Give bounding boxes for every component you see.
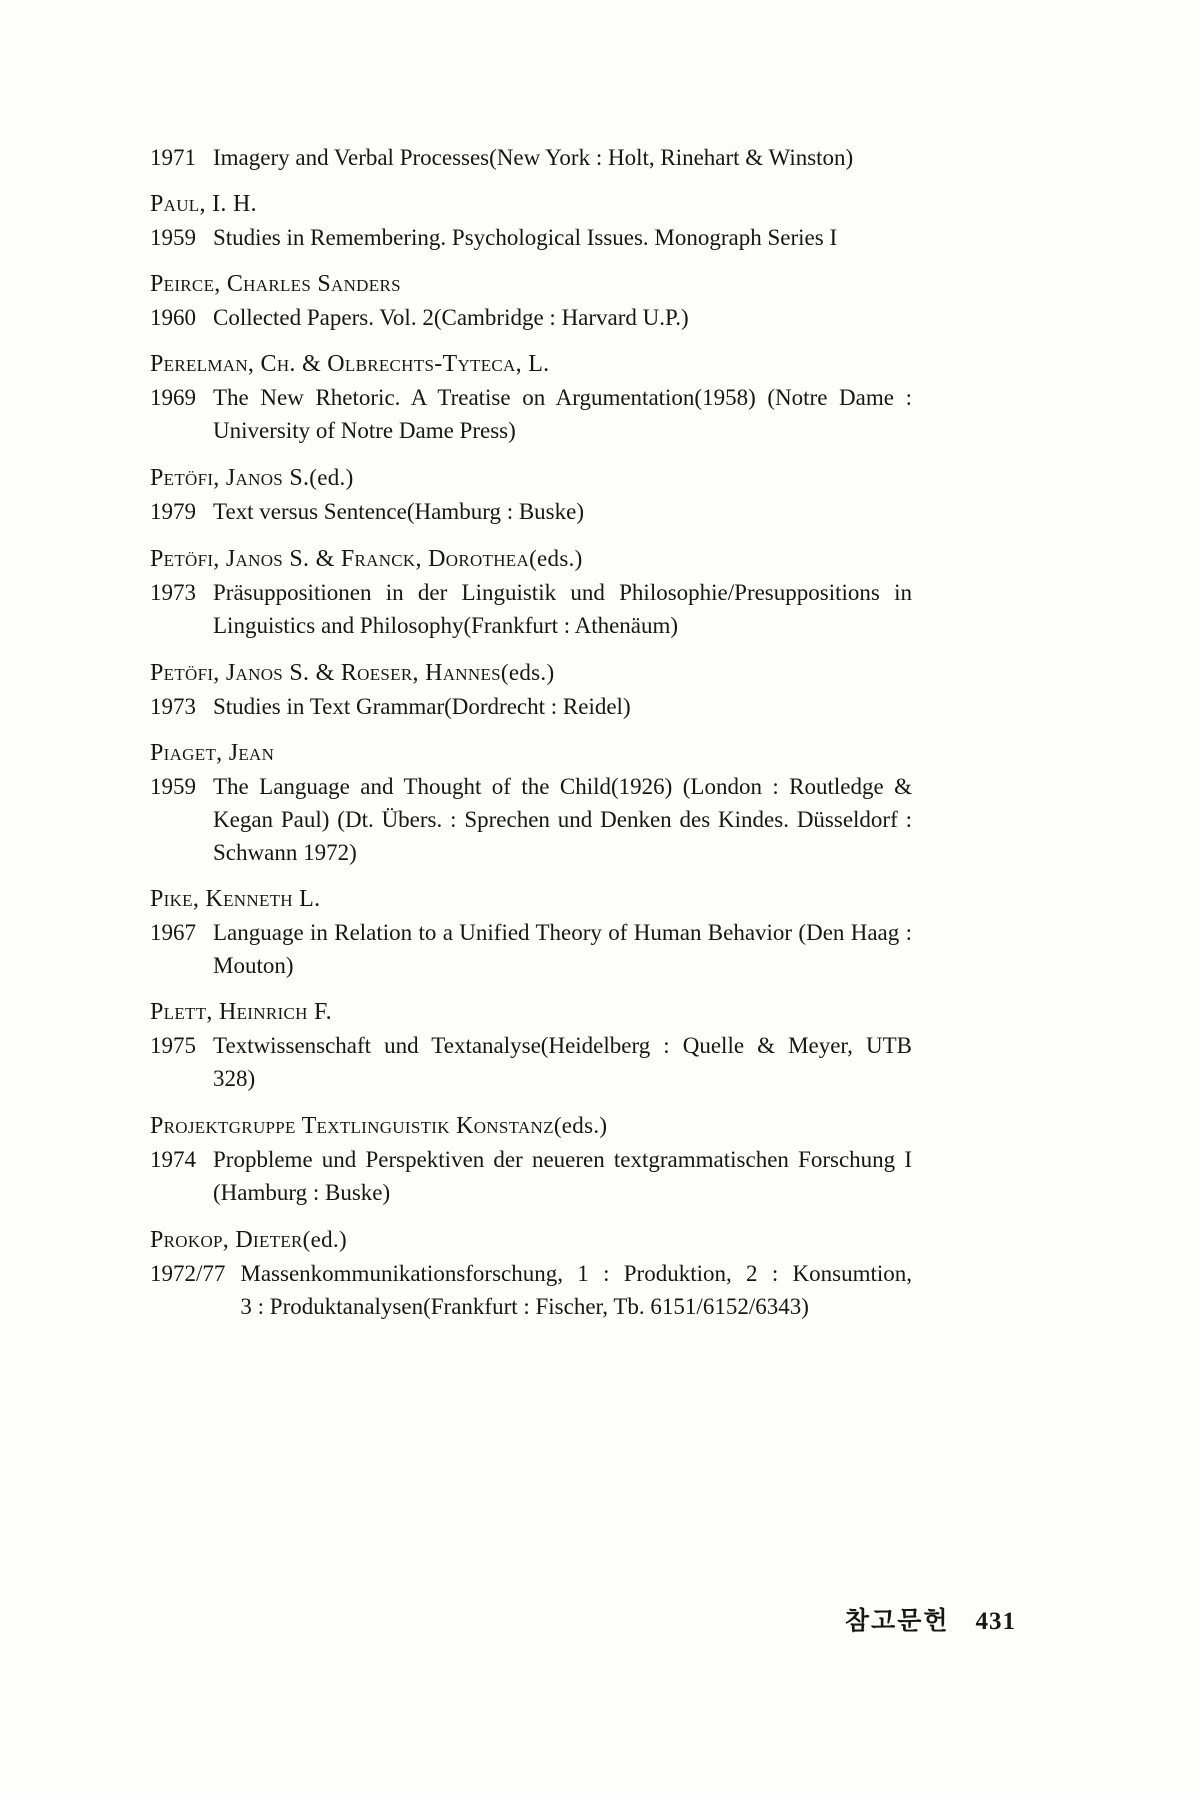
entry-text-line: Präsuppositionen in der Linguistik und Philosophie/Presuppositions in bbox=[213, 580, 912, 605]
bibliography-entry bbox=[150, 737, 912, 869]
bibliography-entry bbox=[150, 542, 912, 642]
entry-text bbox=[213, 221, 912, 254]
entry-author bbox=[150, 996, 912, 1029]
entry-year: 1959 bbox=[150, 774, 196, 799]
author-editor-suffix: (eds.) bbox=[553, 1113, 608, 1138]
entry-text bbox=[213, 770, 912, 869]
entry-reference bbox=[150, 916, 912, 982]
entry-text bbox=[213, 381, 912, 447]
entry-author bbox=[150, 461, 912, 495]
entry-author bbox=[150, 656, 912, 690]
entry-author bbox=[150, 268, 912, 301]
entry-reference bbox=[150, 221, 912, 254]
author-name: Petöfi, Janos S. & Roeser, Hannes bbox=[150, 660, 501, 686]
entry-author bbox=[150, 1109, 912, 1143]
entry-year: 1967 bbox=[150, 920, 196, 945]
entry-text bbox=[213, 576, 912, 642]
entry-author bbox=[150, 1223, 912, 1257]
entry-text bbox=[213, 1143, 912, 1209]
entry-text-line: Linguistics and Philosophy(Frankfurt : Athenäum) bbox=[213, 613, 679, 638]
entry-text-line: Studies in Remembering. Psychological Issues. Monograph Series I bbox=[213, 225, 838, 250]
bibliography-entry bbox=[150, 656, 912, 723]
bibliography-entry bbox=[150, 883, 912, 982]
entry-text bbox=[240, 1257, 912, 1323]
entry-reference bbox=[150, 1257, 912, 1323]
author-name: Paul, I. H. bbox=[150, 191, 257, 217]
entry-author bbox=[150, 883, 912, 916]
bibliography-entry bbox=[150, 141, 912, 174]
entry-text-line: University of Notre Dame Press) bbox=[213, 418, 516, 443]
entry-reference bbox=[150, 495, 912, 528]
entry-reference bbox=[150, 770, 912, 869]
entry-year: 1973 bbox=[150, 694, 196, 719]
author-name: Petöfi, Janos S. & Franck, Dorothea bbox=[150, 546, 530, 572]
bibliography-list bbox=[150, 141, 912, 1337]
entry-year: 1972/77 bbox=[150, 1261, 226, 1286]
bibliography-entry bbox=[150, 461, 912, 528]
entry-year: 1973 bbox=[150, 580, 196, 605]
bibliography-entry bbox=[150, 1109, 912, 1209]
author-name: Peirce, Charles Sanders bbox=[150, 271, 401, 297]
entry-reference bbox=[150, 141, 912, 174]
entry-reference bbox=[150, 381, 912, 447]
entry-text-line: Kegan Paul) (Dt. Übers. : Sprechen und Denken des Kindes. Düsseldorf : bbox=[213, 807, 912, 832]
entry-year: 1960 bbox=[150, 305, 196, 330]
entry-year: 1969 bbox=[150, 385, 196, 410]
author-name: Petöfi, Janos S. bbox=[150, 465, 310, 491]
bibliography-entry bbox=[150, 348, 912, 447]
entry-text-line: Text versus Sentence(Hamburg : Buske) bbox=[213, 499, 584, 524]
entry-text bbox=[213, 495, 912, 528]
entry-author bbox=[150, 737, 912, 770]
entry-text-line: Studies in Text Grammar(Dordrecht : Reidel) bbox=[213, 694, 631, 719]
author-name: Plett, Heinrich F. bbox=[150, 999, 332, 1025]
entry-text-line: The Language and Thought of the Child(1926) (London : Routledge & bbox=[213, 774, 912, 799]
entry-author bbox=[150, 348, 912, 381]
entry-text-line: Imagery and Verbal Processes(New York : Holt, Rinehart & Winston) bbox=[213, 145, 854, 170]
entry-text bbox=[213, 690, 912, 723]
author-name: Projektgruppe Textlinguistik Konstanz bbox=[150, 1113, 554, 1139]
page-footer bbox=[0, 1602, 1016, 1642]
entry-reference bbox=[150, 1143, 912, 1209]
author-editor-suffix: (ed.) bbox=[302, 1227, 347, 1252]
bibliography-entry bbox=[150, 188, 912, 254]
entry-reference bbox=[150, 1029, 912, 1095]
entry-text-line: Language in Relation to a Unified Theory of Human Behavior (Den Haag : bbox=[213, 920, 912, 945]
entry-text bbox=[213, 916, 912, 982]
entry-text-line: 3 : Produktanalysen(Frankfurt : Fischer, Tb. 6151/6152/6343) bbox=[240, 1294, 809, 1319]
author-name: Piaget, Jean bbox=[150, 740, 275, 766]
bibliography-entry bbox=[150, 1223, 912, 1323]
entry-year: 1974 bbox=[150, 1147, 196, 1172]
entry-author bbox=[150, 188, 912, 221]
author-name: Prokop, Dieter bbox=[150, 1227, 303, 1253]
entry-year: 1979 bbox=[150, 499, 196, 524]
entry-text-line: The New Rhetoric. A Treatise on Argumentation(1958) (Notre Dame : bbox=[213, 385, 912, 410]
entry-text-line: Propbleme und Perspektiven der neueren textgrammatischen Forschung I bbox=[213, 1147, 912, 1172]
entry-reference bbox=[150, 301, 912, 334]
entry-text-line: Schwann 1972) bbox=[213, 840, 357, 865]
author-name: Perelman, Ch. & Olbrechts-Tyteca, L. bbox=[150, 351, 550, 377]
author-editor-suffix: (eds.) bbox=[529, 546, 583, 571]
footer-section-title: 참고문헌 bbox=[844, 1608, 950, 1635]
entry-reference bbox=[150, 576, 912, 642]
entry-text bbox=[213, 1029, 912, 1095]
entry-text-line: Massenkommunikationsforschung, 1 : Produktion, 2 : Konsumtion, bbox=[240, 1261, 912, 1286]
entry-author bbox=[150, 542, 912, 576]
entry-year: 1959 bbox=[150, 225, 196, 250]
bibliography-entry bbox=[150, 268, 912, 334]
entry-text-line: Mouton) bbox=[213, 953, 294, 978]
author-editor-suffix: (eds.) bbox=[500, 660, 555, 685]
entry-text-line: (Hamburg : Buske) bbox=[213, 1180, 391, 1205]
bibliography-entry bbox=[150, 996, 912, 1095]
entry-year: 1975 bbox=[150, 1033, 196, 1058]
entry-text bbox=[213, 141, 912, 174]
author-editor-suffix: (ed.) bbox=[309, 465, 354, 490]
entry-year: 1971 bbox=[150, 145, 196, 170]
author-name: Pike, Kenneth L. bbox=[150, 886, 321, 912]
footer-page-number: 431 bbox=[975, 1608, 1016, 1635]
entry-reference bbox=[150, 690, 912, 723]
entry-text-line: 328) bbox=[213, 1066, 256, 1091]
entry-text bbox=[213, 301, 912, 334]
entry-text-line: Collected Papers. Vol. 2(Cambridge : Harvard U.P.) bbox=[213, 305, 689, 330]
entry-text-line: Textwissenschaft und Textanalyse(Heidelberg : Quelle & Meyer, UTB bbox=[213, 1033, 912, 1058]
